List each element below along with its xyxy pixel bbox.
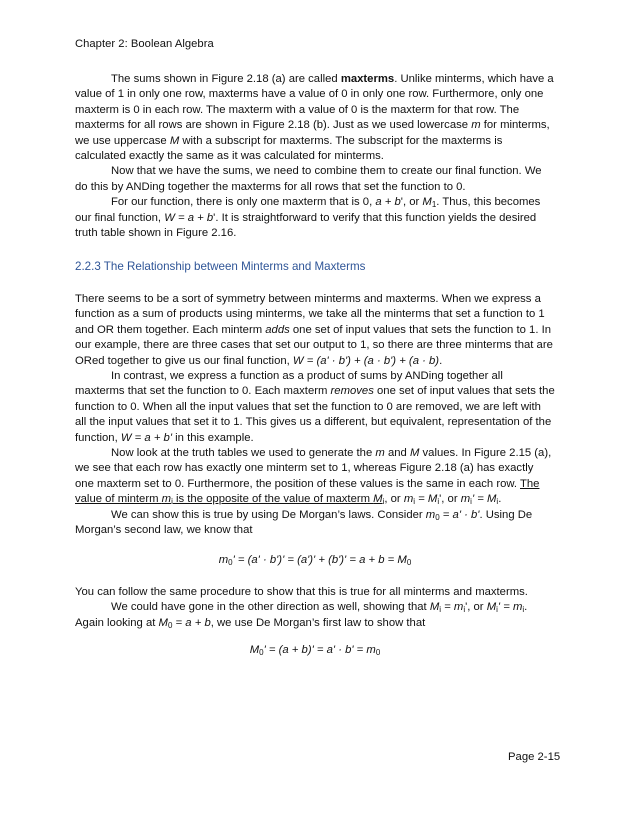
- expr-part: = a + b: [172, 616, 211, 629]
- text-run: The value of minterm: [75, 477, 540, 506]
- equation-maxterm-complement: [75, 643, 555, 658]
- emphasis-removes: removes: [330, 385, 374, 398]
- subscript: i: [439, 605, 442, 615]
- emphasis-adds: adds: [265, 323, 290, 336]
- subscript: i: [496, 497, 499, 507]
- equation-minterm-complement: [75, 553, 555, 568]
- expr-W-pos: W = a + b': [120, 431, 172, 444]
- text-run: In contrast, we express a function as a product of sums by ANDing together all maxterms that set the function to 0. Each maxterm: [75, 369, 503, 398]
- symbol-M: M: [249, 644, 260, 656]
- expr-a-plus-b: a + b: [375, 196, 401, 209]
- symbol-m: m: [375, 446, 385, 459]
- text-run: '. It is straightforward to verify that this function yields the desired truth table shown in Figure 2.16.: [75, 211, 537, 240]
- text-run: , or: [384, 493, 404, 506]
- symbol-M: M: [486, 601, 497, 614]
- equation-body: ' = (a' · b')' = (a')' + (b')' = a + b = M: [232, 554, 407, 567]
- paragraph-de-morgan: [75, 508, 555, 539]
- text-run: values. In Figure 2.15 (a), we see that each row has exactly one minterm set to 1, whereas Figure 2.18 (a) has exactly one maxterm set to 0. Furthermore, the position of these values is the same in each row.: [75, 446, 552, 490]
- text-run: is the opposite of the value of maxterm: [172, 493, 374, 506]
- subscript: i: [437, 497, 440, 507]
- paragraph-follow-procedure: You can follow the same procedure to show that this is true for all minterms and maxterms.: [75, 585, 528, 598]
- subscript: 0: [435, 512, 440, 522]
- section-heading: 2.2.3 The Relationship between Minterms and Maxterms: [75, 260, 366, 274]
- paragraph-maxterms-intro: [75, 72, 555, 164]
- paragraph-truth-tables: [75, 446, 555, 508]
- text-run: . Again looking at: [75, 601, 528, 629]
- text-run: one set of input values that sets the function to 1. In our example, there are three cases that set our output to 1, so there are three minterms that are ORed together to give us our final function,: [75, 323, 553, 367]
- page-number: Page 2-15: [508, 751, 561, 763]
- subscript: i: [522, 605, 525, 615]
- expr-part: = m: [441, 601, 464, 614]
- symbol-m: m: [460, 493, 471, 506]
- symbol-M: M: [158, 616, 168, 629]
- text-run: . Using De Morgan’s second law, we know that: [75, 508, 533, 536]
- text-run: ', or: [439, 493, 461, 506]
- symbol-M: M: [422, 196, 432, 209]
- text-run: with a subscript for maxterms. The subscript for the maxterms is calculated exactly the same as it was calculated for minterms.: [75, 134, 503, 163]
- subscript: 0: [167, 620, 173, 630]
- subscript: i: [496, 605, 498, 615]
- symbol-m: m: [218, 554, 229, 567]
- subscript: i: [382, 497, 385, 507]
- text-run: Now look at the truth tables we used to generate the: [111, 446, 376, 459]
- text-run: There seems to be a sort of symmetry between minterms and maxterms. When we express a function as a sum of products using minterms, we take all the minterms that set a function to 1 and OR them together. Each minterm: [75, 292, 545, 336]
- text-run: We can show this is true by using De Morgan’s laws. Consider: [111, 508, 426, 521]
- subscript: i: [463, 605, 466, 615]
- symbol-M: M: [409, 446, 420, 459]
- text-run: . Thus, this becomes our final function,: [75, 196, 541, 224]
- expr-part: ' = m: [497, 601, 523, 614]
- symbol-m: m: [161, 493, 172, 506]
- subscript: 0: [228, 558, 233, 568]
- text-run: .: [439, 354, 443, 367]
- symbol-M: M: [169, 134, 180, 147]
- text-run: one set of input values that sets the function to 0. When all the input values that set the function to 0 are removed, we are left with all the input values that set it to 1. This gives us a different, but equivalent, representation of the function,: [75, 385, 555, 444]
- paragraph-contrast: [75, 369, 555, 446]
- subscript: i: [413, 497, 416, 507]
- text-run: We could have gone in the other direction as well, showing that: [111, 601, 430, 614]
- symbol-m: m: [425, 508, 436, 521]
- subscript: i: [470, 497, 472, 507]
- document-body: [75, 72, 555, 674]
- paragraph-combine-sums: Now that we have the sums, we need to combine them to create our final function. We do this by ANDing together the maxterms for all rows that set the function to 0.: [75, 165, 542, 193]
- expr-W: W = a + b: [164, 211, 214, 224]
- text-run: .: [498, 493, 502, 506]
- paragraph-other-direction: [75, 600, 555, 631]
- text-run: ', or: [400, 196, 423, 209]
- text-run: For our function, there is only one maxterm that is 0,: [111, 196, 376, 209]
- equation-body: ' = (a + b)' = a' · b' = m: [263, 644, 376, 656]
- expr-part: = a' · b': [439, 508, 480, 521]
- symbol-m: m: [471, 119, 481, 132]
- expr-part: ' = M: [471, 493, 497, 506]
- text-run: and: [384, 446, 410, 459]
- text-run: The sums shown in Figure 2.18 (a) are called: [111, 73, 341, 85]
- subscript: 1: [431, 200, 437, 210]
- symbol-M: M: [373, 493, 383, 506]
- chapter-header: Chapter 2: Boolean Algebra: [75, 38, 214, 50]
- text-run: . Unlike minterms, which have a value of 1 in only one row, maxterms have a value of 0 in only one row. Furthermore, only one maxterm is 0 in each row. The maxterm with a value of 0 is the maxterm for that row. The maxterms for all rows are shown in Figure 2.18 (b). Just as we used lowercase: [75, 73, 554, 132]
- text-run: for minterms, we use uppercase: [75, 119, 550, 147]
- expr-part: = M: [415, 493, 438, 506]
- text-run: ', or: [465, 601, 487, 614]
- expr-W-sop: W = (a' · b') + (a · b') + (a · b): [292, 354, 440, 367]
- subscript: 0: [375, 648, 381, 657]
- subscript: 0: [259, 648, 264, 657]
- symbol-m: m: [403, 493, 414, 506]
- subscript: 0: [406, 558, 412, 568]
- text-run: in this example.: [172, 431, 254, 444]
- term-maxterms: maxterms: [340, 73, 395, 85]
- subscript: i: [171, 497, 173, 507]
- symbol-M: M: [429, 601, 440, 614]
- text-run: , we use De Morgan’s first law to show that: [210, 616, 426, 629]
- paragraph-final-function: [75, 195, 555, 241]
- paragraph-symmetry: [75, 292, 555, 369]
